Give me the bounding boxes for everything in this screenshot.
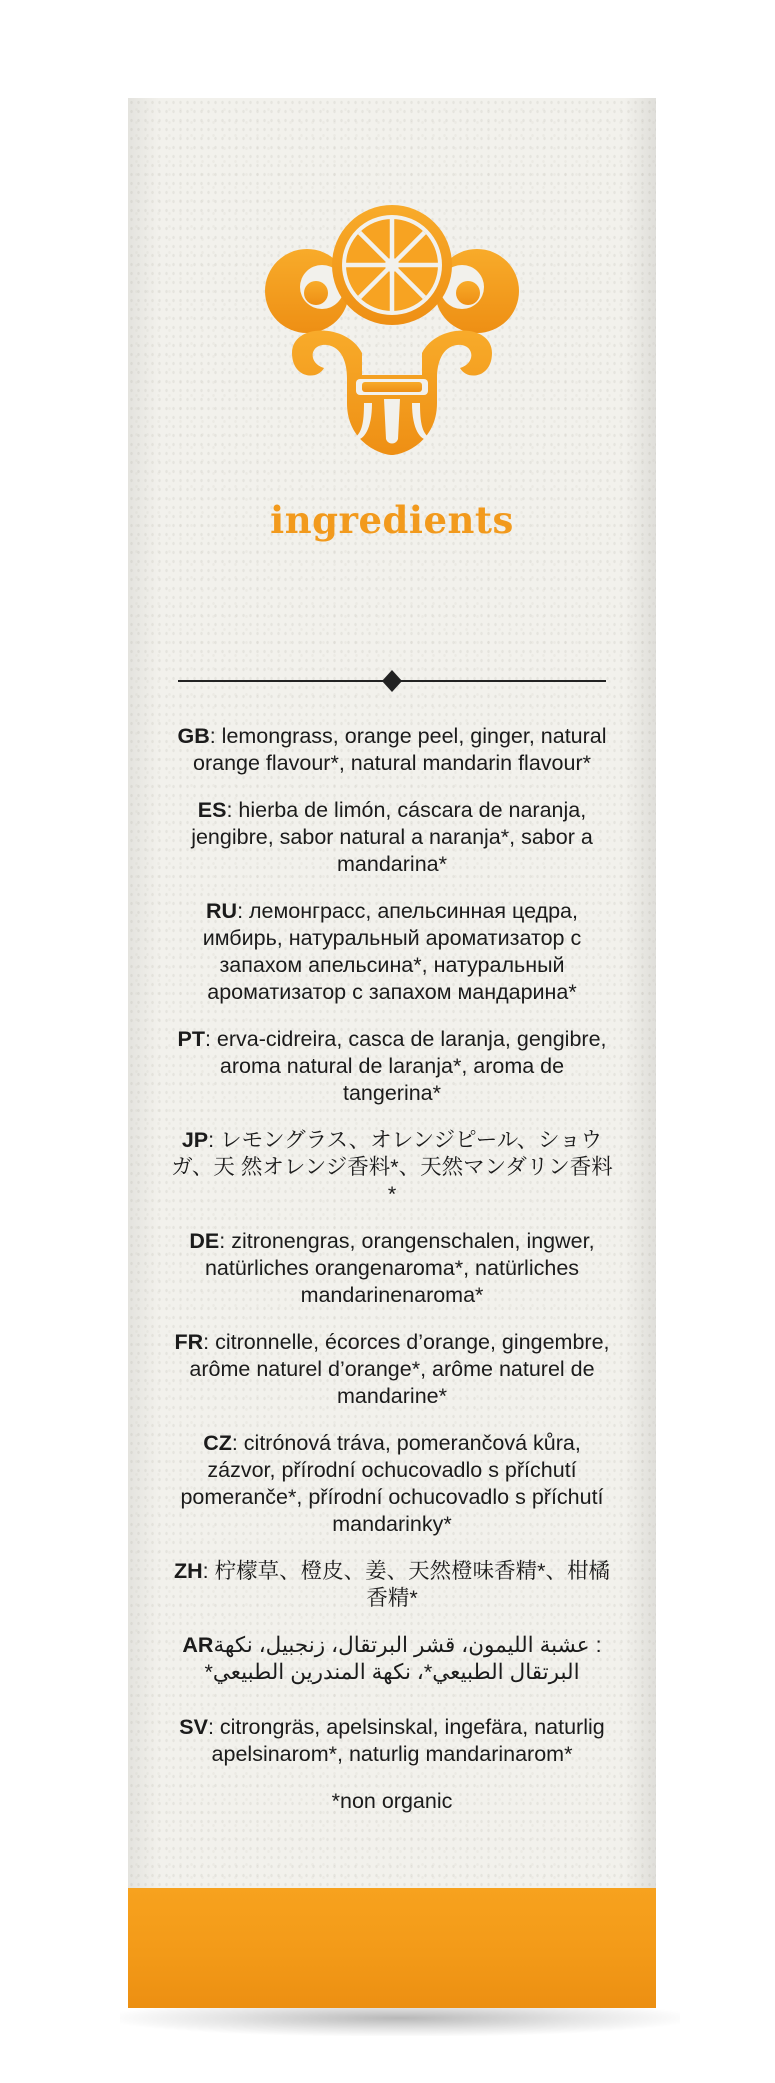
ingredient-entry-ar <box>168 1632 616 1686</box>
ingredient-entry-sv <box>168 1714 616 1768</box>
ingredient-entry-fr <box>168 1329 616 1410</box>
ingredient-text: : лемонграсс, апельсинная цедра, имбирь, натуральный ароматизатор с запахом апельсина*, натуральный ароматизатор с запахом мандарина* <box>202 899 582 1004</box>
ingredient-text: : erva-cidreira, casca de laranja, gengibre, aroma natural de laranja*, aroma de tangerina* <box>204 1027 607 1105</box>
ingredient-entry-de <box>168 1228 616 1309</box>
ingredient-entry-zh <box>168 1558 616 1612</box>
ingredient-text: : citrónová tráva, pomerančová kůra, zázvor, přírodní ochucovadlo s příchutí pomeranče*, přírodní ochucovadlo s příchutí mandarinky* <box>180 1431 604 1536</box>
ingredient-entry-gb <box>168 723 616 777</box>
orange-slice-fleur-de-lis-icon <box>252 203 532 458</box>
ingredient-text: : hierba de limón, cáscara de naranja, jengibre, sabor natural a naranja*, sabor a mandarina* <box>191 798 593 876</box>
language-code: RU <box>206 899 238 923</box>
language-code: AR <box>182 1633 214 1657</box>
ingredient-entry-cz <box>168 1430 616 1538</box>
ingredient-text: : zitronengras, orangenschalen, ingwer, natürliches orangenaroma*, natürliches mandarinenaroma* <box>204 1229 595 1307</box>
language-code: CZ <box>203 1431 232 1455</box>
tea-box-side-panel <box>128 98 656 2008</box>
ingredient-entry-ru <box>168 898 616 1006</box>
ingredient-text: : レモングラス、オレンジピール、ショウガ、天 然オレンジ香料*、天然マンダリン香料* <box>171 1128 613 1206</box>
ingredients-list <box>168 723 616 1815</box>
ingredient-text: : citronnelle, écorces d’orange, gingembre, arôme naturel d’orange*, arôme naturel de mandarine* <box>189 1330 610 1408</box>
language-code: DE <box>189 1229 220 1253</box>
language-code: JP <box>181 1128 209 1152</box>
language-code: ZH <box>174 1559 203 1583</box>
ingredient-entry-jp <box>168 1127 616 1208</box>
diamond-icon <box>382 670 402 692</box>
ingredient-text: : عشبة الليمون، قشر البرتقال، زنجبيل، نكهة البرتقال الطبيعي*، نكهة المندرين الطبيعي* <box>204 1633 602 1684</box>
ingredient-text: : 柠檬草、橙皮、姜、天然橙味香精*、柑橘香精* <box>202 1559 610 1610</box>
language-code: FR <box>174 1330 204 1354</box>
ingredient-entry-es <box>168 797 616 878</box>
ingredient-text: : lemongrass, orange peel, ginger, natural orange flavour*, natural mandarin flavour* <box>193 724 607 775</box>
ingredient-text: : citrongräs, apelsinskal, ingefära, naturlig apelsinarom*, naturlig mandarinarom* <box>207 1715 605 1766</box>
language-code: PT <box>177 1027 205 1051</box>
ingredient-entry-pt <box>168 1026 616 1107</box>
non-organic-footnote: *non organic <box>331 1789 453 1813</box>
orange-bottom-band <box>128 1888 656 2008</box>
language-code: SV <box>179 1715 208 1739</box>
ornamental-divider <box>178 670 606 692</box>
ingredients-heading: ingredients <box>270 498 514 542</box>
language-code: GB <box>177 724 210 748</box>
language-code: ES <box>197 798 227 822</box>
